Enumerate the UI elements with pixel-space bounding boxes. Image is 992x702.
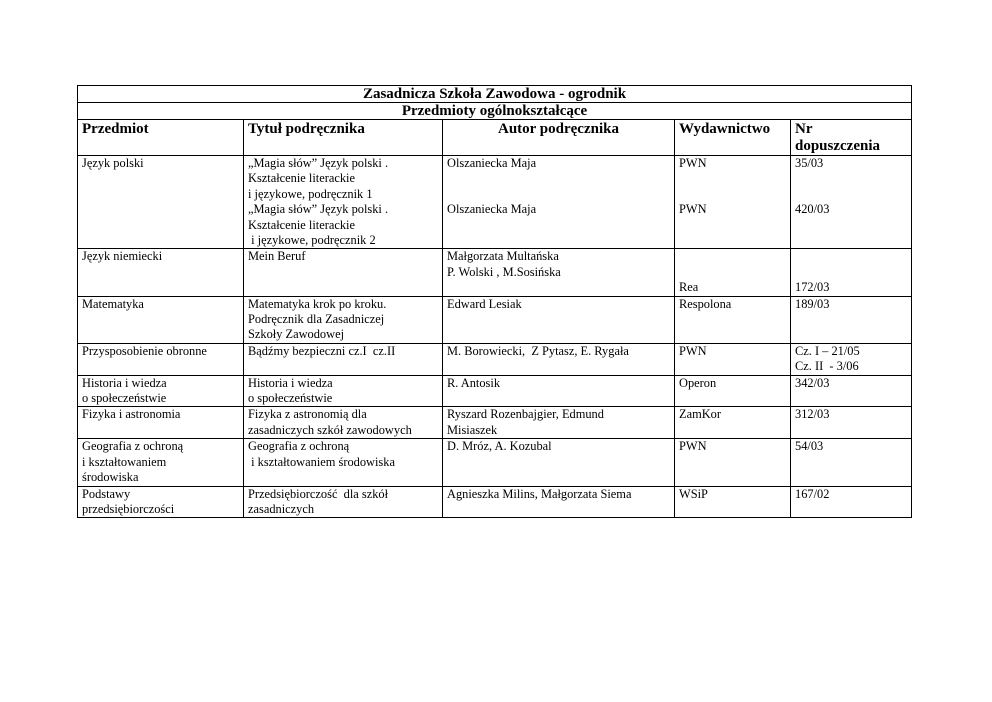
- cell-approval-number: [791, 156, 912, 249]
- cell-line: 189/03: [795, 296, 830, 311]
- cell-subject: [78, 343, 244, 375]
- cell-line: [795, 187, 907, 202]
- cell-subject: [78, 407, 244, 439]
- cell-line: 420/03: [795, 202, 830, 217]
- header-author: Autor podręcznika: [443, 120, 675, 156]
- cell-line: R. Antosik: [447, 375, 501, 390]
- cell-author: [443, 156, 675, 249]
- cell-subject: [78, 486, 244, 518]
- cell-subject: [78, 296, 244, 343]
- cell-line: o społeczeństwie: [248, 391, 333, 406]
- cell-book-title: [244, 249, 443, 296]
- cell-line: Szkoły Zawodowej: [248, 327, 345, 342]
- table-row: [78, 375, 912, 407]
- cell-line: WSiP: [679, 486, 708, 501]
- cell-line: ZamKor: [679, 407, 721, 422]
- cell-line: „Magia słów” Język polski .: [248, 202, 389, 217]
- cell-line: Edward Lesiak: [447, 296, 522, 311]
- cell-line: Mein Beruf: [248, 249, 306, 264]
- cell-line: M. Borowiecki, Z Pytasz, E. Rygała: [447, 343, 629, 358]
- cell-approval-number: [791, 407, 912, 439]
- cell-line: 172/03: [795, 280, 830, 295]
- cell-line: Cz. II - 3/06: [795, 359, 859, 374]
- cell-line: Olszaniecka Maja: [447, 202, 537, 217]
- table-row: [78, 296, 912, 343]
- cell-line: zasadniczych szkół zawodowych: [248, 422, 412, 437]
- cell-publisher: [675, 249, 791, 296]
- cell-publisher: [675, 439, 791, 486]
- cell-line: Rea: [679, 280, 699, 295]
- cell-publisher: [675, 296, 791, 343]
- cell-line: Respolona: [679, 296, 732, 311]
- cell-book-title: [244, 156, 443, 249]
- header-approval-line-1: Nr: [795, 121, 813, 137]
- cell-line: o społeczeństwie: [82, 391, 167, 406]
- cell-line: [679, 265, 786, 280]
- cell-line: [679, 249, 786, 264]
- cell-line: P. Wolski , M.Sosińska: [447, 264, 561, 279]
- cell-line: Przedsiębiorczość dla szkół: [248, 486, 389, 501]
- cell-publisher: [675, 486, 791, 518]
- school-title: Zasadnicza Szkoła Zawodowa - ogrodnik: [78, 86, 912, 103]
- cell-line: 54/03: [795, 439, 824, 454]
- cell-author: [443, 439, 675, 486]
- cell-book-title: [244, 343, 443, 375]
- section-title: Przedmioty ogólnokształcące: [78, 103, 912, 120]
- cell-book-title: [244, 296, 443, 343]
- cell-line: i językowe, podręcznik 2: [248, 233, 376, 248]
- cell-line: Podstawy: [82, 486, 131, 501]
- cell-line: Historia i wiedza: [82, 375, 167, 390]
- cell-line: „Magia słów” Język polski .: [248, 156, 389, 170]
- cell-subject: [78, 375, 244, 407]
- cell-line: 167/02: [795, 486, 830, 501]
- table-row: [78, 249, 912, 296]
- cell-line: Cz. I – 21/05: [795, 343, 860, 358]
- cell-line: Przysposobienie obronne: [82, 343, 207, 358]
- cell-line: Małgorzata Multańska: [447, 249, 559, 264]
- cell-approval-number: [791, 296, 912, 343]
- cell-line: Język niemiecki: [82, 249, 163, 264]
- header-approval-number: [791, 120, 912, 156]
- cell-subject: [78, 249, 244, 296]
- header-approval-line-2: dopuszczenia: [795, 138, 881, 154]
- cell-approval-number: [791, 439, 912, 486]
- cell-line: Fizyka i astronomia: [82, 407, 181, 422]
- cell-publisher: [675, 407, 791, 439]
- table-row: [78, 343, 912, 375]
- cell-line: PWN: [679, 439, 707, 454]
- cell-author: [443, 407, 675, 439]
- cell-line: PWN: [679, 343, 707, 358]
- cell-line: D. Mróz, A. Kozubal: [447, 439, 552, 454]
- table-row: [78, 439, 912, 486]
- cell-line: przedsiębiorczości: [82, 501, 175, 516]
- cell-line: PWN: [679, 202, 707, 217]
- cell-line: Podręcznik dla Zasadniczej: [248, 312, 385, 327]
- cell-author: [443, 343, 675, 375]
- cell-line: Matematyka krok po kroku.: [248, 296, 387, 311]
- cell-line: Historia i wiedza: [248, 375, 333, 390]
- cell-line: Kształcenie literackie: [248, 217, 355, 232]
- cell-line: i językowe, podręcznik 1: [248, 186, 373, 201]
- cell-line: Misiaszek: [447, 422, 498, 437]
- cell-line: Geografia z ochroną: [82, 439, 184, 454]
- cell-book-title: [244, 375, 443, 407]
- cell-approval-number: [791, 249, 912, 296]
- cell-line: 312/03: [795, 407, 830, 422]
- textbook-table: [77, 85, 912, 518]
- cell-line: Matematyka: [82, 296, 144, 311]
- cell-line: i kształtowaniem: [82, 454, 167, 469]
- cell-line: [795, 249, 907, 264]
- cell-approval-number: [791, 375, 912, 407]
- cell-line: [679, 187, 786, 202]
- cell-book-title: [244, 486, 443, 518]
- cell-line: [447, 171, 670, 186]
- cell-line: Kształcenie literackie: [248, 171, 355, 186]
- cell-approval-number: [791, 486, 912, 518]
- cell-author: [443, 296, 675, 343]
- cell-line: Geografia z ochroną: [248, 439, 350, 454]
- cell-subject: [78, 439, 244, 486]
- header-subject: Przedmiot: [78, 120, 244, 156]
- cell-publisher: [675, 343, 791, 375]
- cell-line: zasadniczych: [248, 501, 315, 516]
- cell-line: Olszaniecka Maja: [447, 156, 537, 170]
- cell-line: Agnieszka Milins, Małgorzata Siema: [447, 486, 632, 501]
- cell-book-title: [244, 407, 443, 439]
- cell-line: 342/03: [795, 375, 830, 390]
- cell-line: Ryszard Rozenbajgier, Edmund: [447, 407, 604, 422]
- cell-subject: [78, 156, 244, 249]
- header-book-title: Tytuł podręcznika: [244, 120, 443, 156]
- header-publisher: Wydawnictwo: [675, 120, 791, 156]
- cell-line: [795, 171, 907, 186]
- cell-book-title: [244, 439, 443, 486]
- cell-line: [679, 171, 786, 186]
- cell-author: [443, 486, 675, 518]
- cell-approval-number: [791, 343, 912, 375]
- table-row: [78, 156, 912, 249]
- cell-line: Bądźmy bezpieczni cz.I cz.II: [248, 343, 396, 358]
- cell-line: PWN: [679, 156, 707, 170]
- table-row: [78, 486, 912, 518]
- cell-line: [795, 265, 907, 280]
- cell-line: [447, 187, 670, 202]
- cell-line: środowiska: [82, 470, 139, 485]
- cell-line: i kształtowaniem środowiska: [248, 454, 395, 469]
- cell-line: Fizyka z astronomią dla: [248, 407, 367, 422]
- cell-line: Operon: [679, 375, 717, 390]
- cell-publisher: [675, 375, 791, 407]
- cell-line: 35/03: [795, 156, 824, 170]
- cell-author: [443, 375, 675, 407]
- cell-publisher: [675, 156, 791, 249]
- cell-line: Język polski: [82, 156, 144, 170]
- cell-author: [443, 249, 675, 296]
- header-row: [78, 120, 912, 156]
- table-row: [78, 407, 912, 439]
